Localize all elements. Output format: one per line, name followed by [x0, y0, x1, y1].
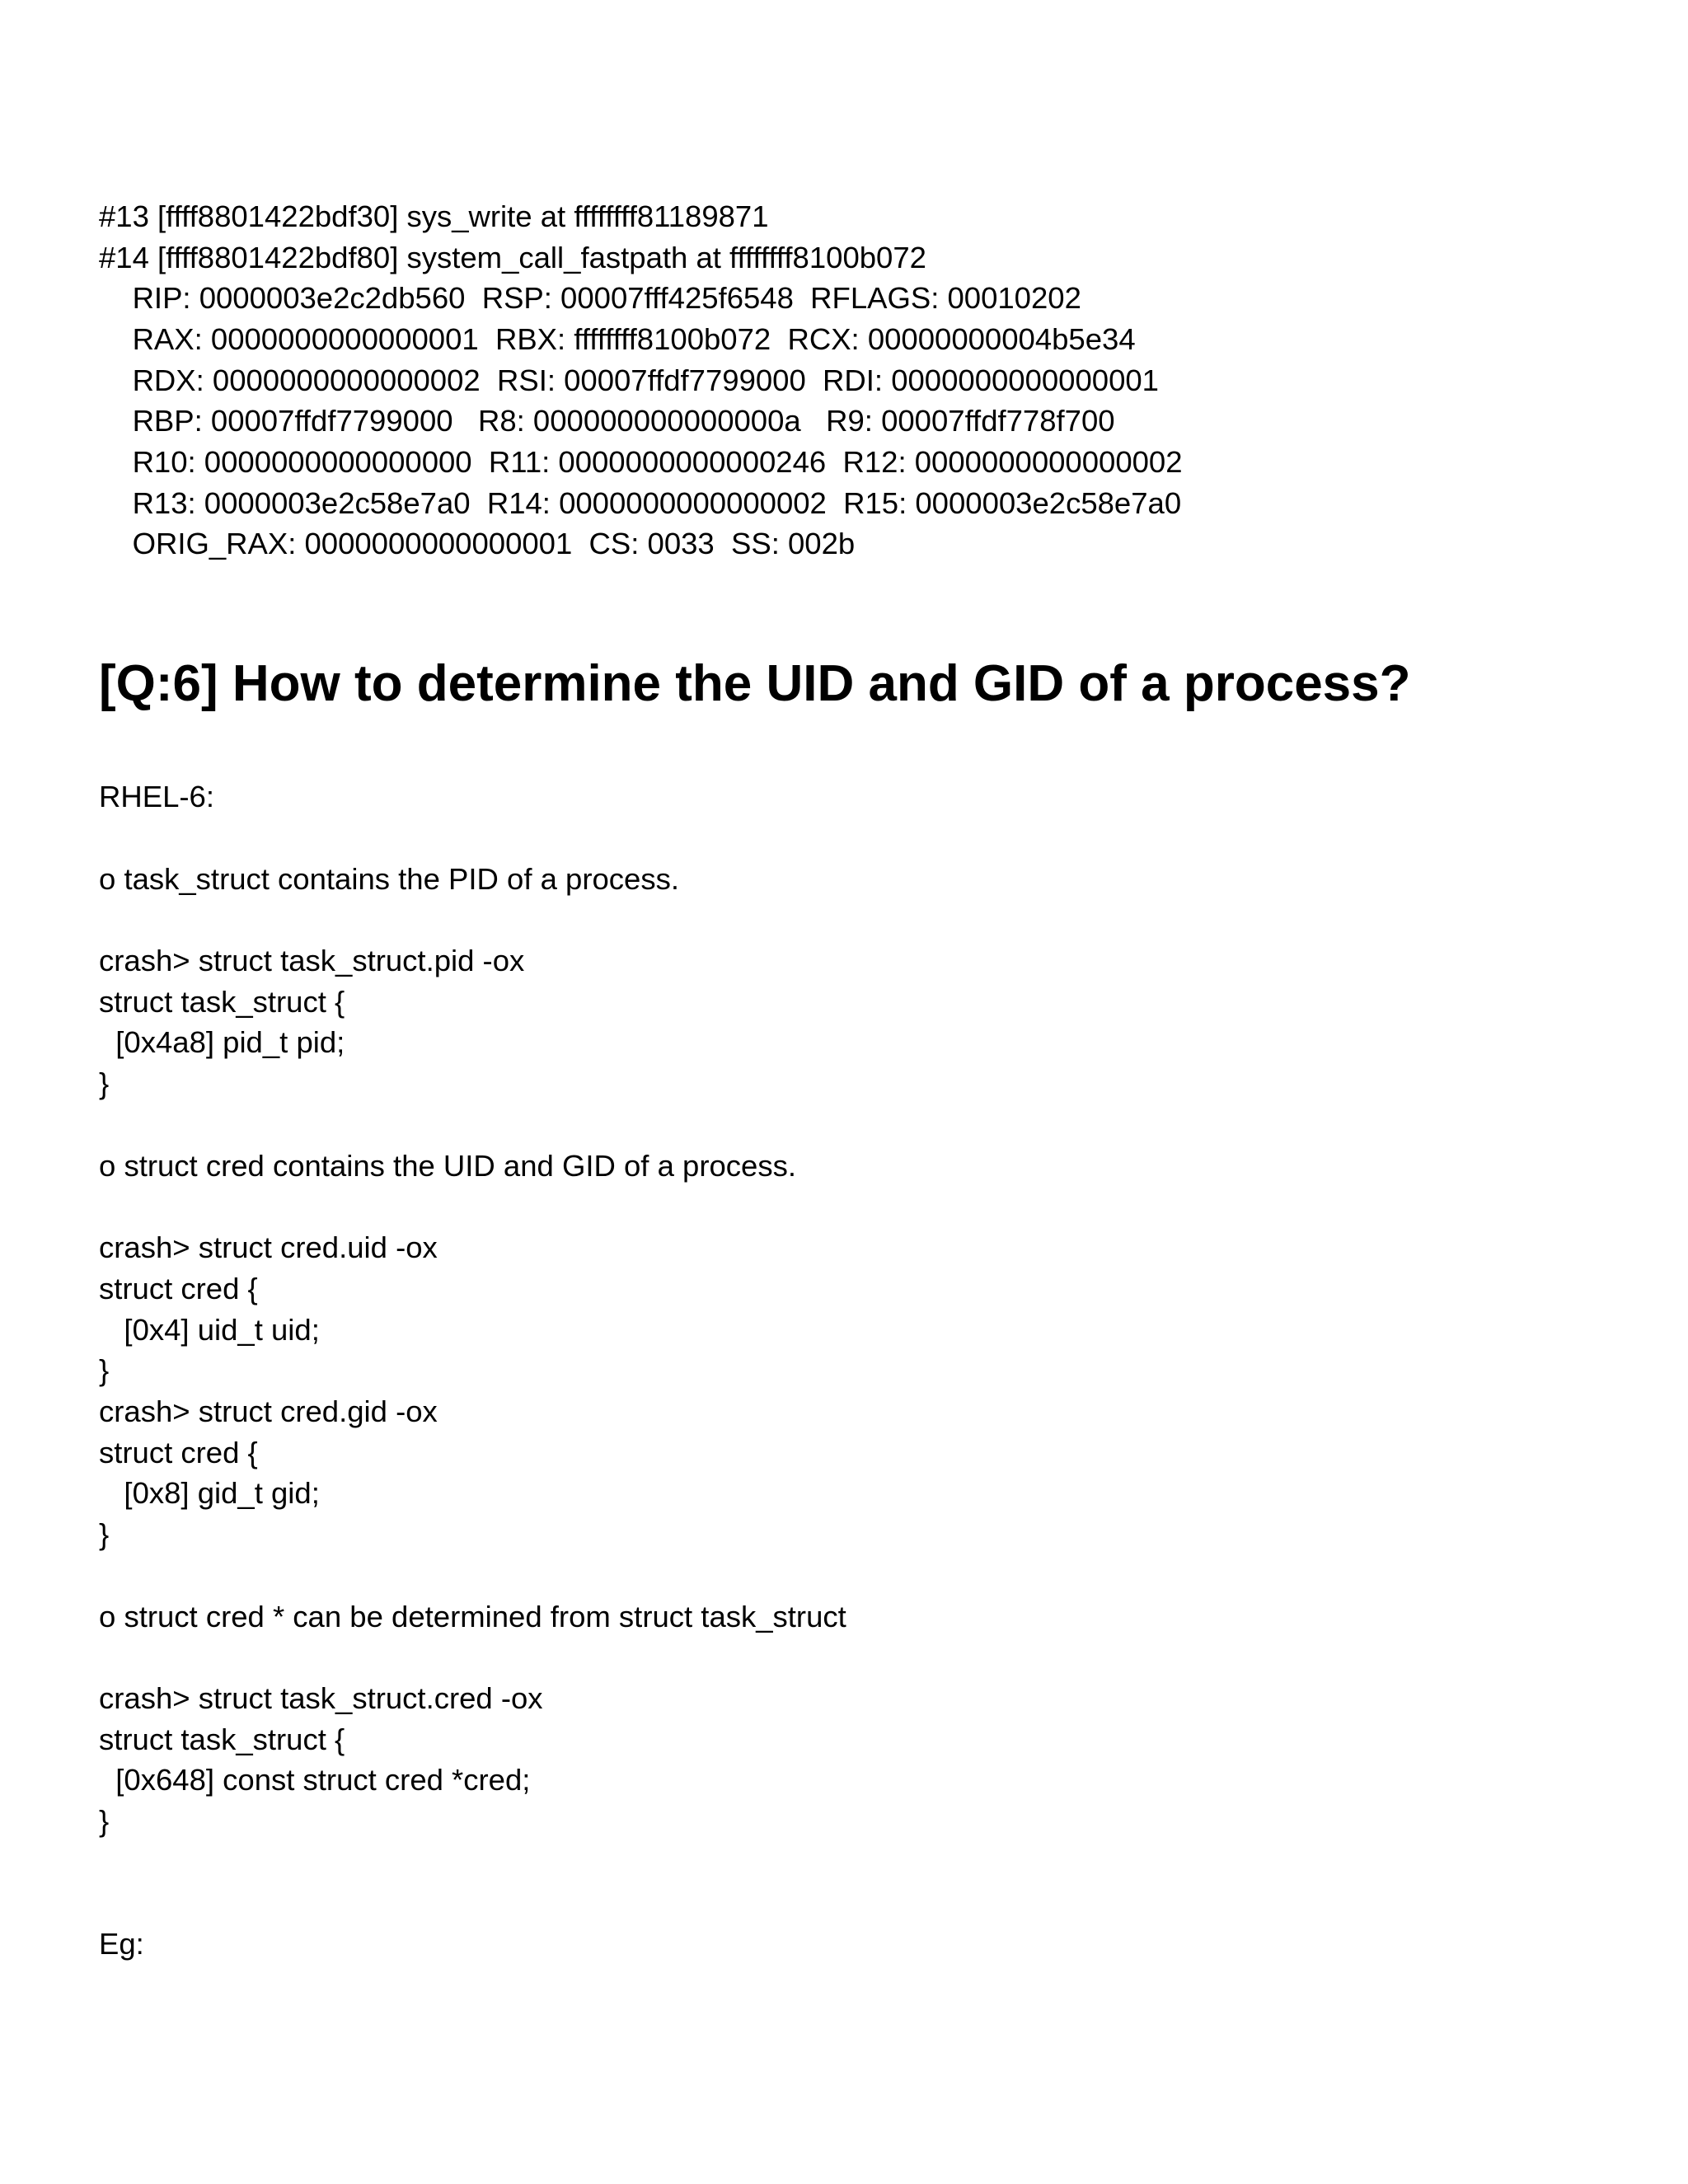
- note-task-cred: o struct cred * can be determined from struct task_struct: [99, 1600, 846, 1633]
- backtrace-line: #13 [ffff8801422bdf30] sys_write at ffffffff81189871: [99, 199, 769, 233]
- note-pid: o task_struct contains the PID of a process.: [99, 862, 679, 896]
- register-line: RAX: 0000000000000001 RBX: ffffffff8100b072 RCX: 00000000004b5e34: [99, 322, 1136, 356]
- code-line: [0x4a8] pid_t pid;: [99, 1025, 345, 1059]
- register-line: R10: 0000000000000000 R11: 0000000000000246 R12: 0000000000000002: [99, 445, 1183, 479]
- code-line: struct task_struct {: [99, 985, 345, 1019]
- eg-label: Eg:: [99, 1927, 144, 1961]
- code-line: [0x648] const struct cred *cred;: [99, 1763, 531, 1797]
- code-line: }: [99, 1804, 110, 1838]
- register-line: RIP: 0000003e2c2db560 RSP: 00007fff425f6548 RFLAGS: 00010202: [99, 281, 1081, 315]
- code-line: }: [99, 1353, 110, 1387]
- note-cred: o struct cred contains the UID and GID of a process.: [99, 1149, 796, 1183]
- code-line: }: [99, 1517, 110, 1551]
- register-line: R13: 0000003e2c58e7a0 R14: 0000000000000002 R15: 0000003e2c58e7a0: [99, 486, 1182, 520]
- section-heading: [Q:6] How to determine the UID and GID of a process?: [99, 655, 1411, 712]
- register-line: RBP: 00007ffdf7799000 R8: 000000000000000a R9: 00007ffdf778f700: [99, 404, 1115, 438]
- code-line: }: [99, 1066, 110, 1100]
- backtrace-line: #14 [ffff8801422bdf80] system_call_fastpath at ffffffff8100b072: [99, 241, 926, 274]
- code-line: crash> struct task_struct.pid -ox: [99, 944, 525, 977]
- code-line: crash> struct cred.gid -ox: [99, 1394, 438, 1428]
- code-line: struct task_struct {: [99, 1722, 345, 1756]
- code-line: [0x8] gid_t gid;: [99, 1476, 320, 1510]
- code-line: struct cred {: [99, 1272, 258, 1305]
- register-line: RDX: 0000000000000002 RSI: 00007ffdf7799000 RDI: 0000000000000001: [99, 363, 1159, 397]
- code-line: crash> struct task_struct.cred -ox: [99, 1681, 543, 1715]
- rhel-label: RHEL-6:: [99, 780, 214, 813]
- code-line: crash> struct cred.uid -ox: [99, 1230, 438, 1264]
- code-line: struct cred {: [99, 1436, 258, 1469]
- code-line: [0x4] uid_t uid;: [99, 1313, 320, 1347]
- register-line: ORIG_RAX: 0000000000000001 CS: 0033 SS: 002b: [99, 527, 856, 560]
